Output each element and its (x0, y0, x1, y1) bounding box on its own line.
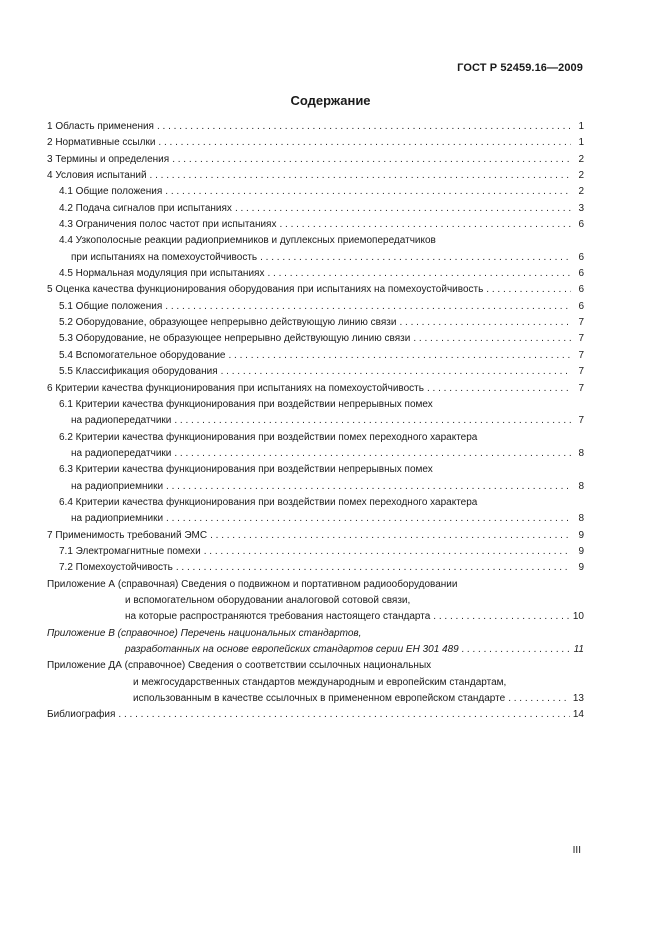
toc-entry[interactable] (47, 282, 584, 298)
toc-page-number: 1 (578, 121, 584, 132)
toc-leader-dots (508, 691, 570, 707)
toc-entry-text: 5.3 Оборудование, не образующее непрерывно действующую линию связи (59, 333, 411, 345)
toc-entry-text: 4.2 Подача сигналов при испытаниях (59, 202, 232, 214)
toc-leader-dots (158, 135, 571, 151)
toc-page-number: 10 (572, 611, 584, 623)
toc-leader-dots (157, 119, 571, 135)
toc-entry-text: 4.1 Общие положения (59, 186, 163, 198)
toc-entry-text: 5.4 Вспомогательное оборудование (59, 349, 226, 361)
toc-page-number: 14 (572, 709, 584, 721)
toc-leader-dots (176, 560, 571, 576)
toc-entry[interactable] (47, 233, 584, 266)
table-of-contents (47, 119, 584, 724)
toc-entry[interactable] (47, 168, 584, 184)
toc-page-number: 6 (578, 284, 584, 296)
toc-leader-dots (279, 217, 571, 233)
toc-leader-dots (150, 168, 571, 184)
toc-entry[interactable] (47, 658, 584, 707)
toc-page-number: 7 (578, 415, 584, 427)
toc-entry-text: 5.2 Оборудование, образующее непрерывно действующую линию связи (59, 317, 397, 329)
toc-entry-text: Приложение А (справочная) Сведения о подвижном и портативном радиооборудовании (47, 578, 458, 590)
toc-entry-text: 4.5 Нормальная модуляция при испытаниях (59, 268, 265, 280)
toc-page-number: 8 (578, 480, 584, 492)
toc-entry-text: 4.4 Узкополосные реакции радиоприемников и дуплексных приемопередатчиков (59, 235, 436, 247)
toc-leader-dots (399, 315, 571, 331)
toc-entry[interactable] (47, 397, 584, 430)
toc-entry-text: 7.1 Электромагнитные помехи (59, 545, 201, 557)
toc-entry-text: на радиоприемники (71, 513, 164, 525)
toc-entry-text: 6.4 Критерии качества функционирования при воздействии помех переходного характера (59, 496, 478, 508)
toc-entry-text: 6.1 Критерии качества функционирования при воздействии непрерывных помех (59, 398, 433, 410)
toc-entry[interactable] (47, 184, 584, 200)
toc-entry-text: и межгосударственных стандартов международным и европейским стандартам, (133, 676, 507, 688)
toc-entry-text: на радиопередатчики (71, 415, 172, 427)
page-number: III (572, 845, 581, 856)
toc-entry[interactable] (47, 152, 584, 168)
toc-leader-dots (235, 201, 571, 217)
toc-page-number: 6 (578, 251, 584, 263)
toc-entry-text: 7 Применимость требований ЭМС (47, 529, 208, 541)
toc-leader-dots (427, 381, 571, 397)
toc-page-number: 9 (578, 562, 584, 574)
toc-page-number: 2 (578, 153, 584, 165)
toc-entry[interactable] (47, 119, 584, 135)
toc-page-number: 3 (578, 202, 584, 214)
toc-entry[interactable] (47, 560, 584, 576)
toc-leader-dots (267, 266, 571, 282)
toc-entry-text: 5.1 Общие положения (59, 300, 163, 312)
toc-entry[interactable] (47, 348, 584, 364)
toc-entry-text: использованным в качестве ссылочных в примененном европейском стандарте (133, 693, 506, 705)
toc-entry[interactable] (47, 462, 584, 495)
toc-page-number: 1 (578, 137, 584, 149)
document-header: ГОСТ Р 52459.16—2009 (457, 62, 583, 74)
toc-entry-text: разработанных на основе европейских стандартов серии ЕН 301 489 (125, 644, 459, 655)
toc-entry-text: 4.3 Ограничения полос частот при испытаниях (59, 219, 277, 231)
toc-page-number: 13 (572, 693, 584, 705)
toc-entry-text: 6.3 Критерии качества функционирования при воздействии непрерывных помех (59, 464, 433, 476)
toc-entry-text: на радиоприемники (71, 480, 164, 492)
toc-entry[interactable] (47, 528, 584, 544)
toc-leader-dots (433, 609, 570, 625)
toc-entry[interactable] (47, 266, 584, 282)
toc-entry[interactable] (47, 707, 584, 723)
toc-leader-dots (204, 544, 571, 560)
toc-leader-dots (166, 479, 571, 495)
toc-entry-text: 2 Нормативные ссылки (47, 137, 156, 149)
toc-entry-text: 7.2 Помехоустойчивость (59, 562, 173, 574)
toc-page-number: 6 (578, 219, 584, 231)
toc-entry-text: 6 Критерии качества функционирования при испытаниях на помехоустойчивость (47, 382, 424, 394)
toc-entry[interactable] (47, 315, 584, 331)
toc-page-number: 6 (578, 268, 584, 280)
toc-leader-dots (260, 250, 571, 266)
toc-entry[interactable] (47, 544, 584, 560)
toc-entry[interactable] (47, 364, 584, 380)
toc-entry[interactable] (47, 495, 584, 528)
toc-page-number: 9 (578, 529, 584, 541)
toc-page-number: 6 (578, 300, 584, 312)
toc-entry-text: 6.2 Критерии качества функционирования при воздействии помех переходного характера (59, 431, 478, 443)
toc-leader-dots (166, 511, 571, 527)
toc-page-number: 8 (578, 447, 584, 459)
toc-entry[interactable] (47, 430, 584, 463)
toc-page-number: 8 (578, 513, 584, 525)
toc-page-number: 7 (578, 366, 584, 378)
toc-entry-text: Приложение В (справочное) Перечень национальных стандартов, (47, 627, 362, 639)
toc-page-number: 7 (578, 382, 584, 394)
toc-leader-dots (165, 299, 571, 315)
toc-entry[interactable] (47, 135, 584, 151)
toc-leader-dots (174, 413, 571, 429)
toc-page-number: 9 (578, 545, 584, 557)
toc-entry-text: 3 Термины и определения (47, 153, 170, 165)
toc-entry-text: Библиография (47, 709, 116, 721)
toc-page-number: 7 (578, 333, 584, 345)
toc-page-number: 11 (573, 644, 584, 655)
toc-entry[interactable] (47, 217, 584, 233)
toc-leader-dots (413, 331, 571, 347)
toc-page-number: 2 (578, 170, 584, 182)
toc-leader-dots (165, 184, 571, 200)
toc-entry-text: и вспомогательном оборудовании аналоговой сотовой связи, (125, 594, 411, 606)
toc-entry-text: 4 Условия испытаний (47, 170, 147, 182)
toc-entry-text: при испытаниях на помехоустойчивость (71, 251, 258, 263)
toc-leader-dots (229, 348, 572, 364)
toc-entry[interactable] (47, 381, 584, 397)
toc-entry[interactable] (47, 626, 584, 659)
toc-entry[interactable] (47, 577, 584, 626)
toc-entry[interactable] (47, 299, 584, 315)
toc-leader-dots (462, 642, 571, 658)
toc-entry[interactable] (47, 201, 584, 217)
toc-entry-text: 5.5 Классификация оборудования (59, 366, 218, 378)
toc-entry-text: 5 Оценка качества функционирования оборудования при испытаниях на помехоустойчивость (47, 284, 484, 296)
toc-page-number: 7 (578, 349, 584, 361)
page-title: Содержание (290, 93, 371, 108)
toc-leader-dots (486, 282, 571, 298)
toc-page-number: 7 (578, 317, 584, 329)
toc-entry-text: на которые распространяются требования настоящего стандарта (125, 611, 431, 623)
toc-leader-dots (221, 364, 571, 380)
toc-entry-text: на радиопередатчики (71, 447, 172, 459)
toc-entry[interactable] (47, 331, 584, 347)
toc-entry-text: 1 Область применения (47, 121, 154, 132)
toc-leader-dots (174, 446, 571, 462)
toc-leader-dots (172, 152, 571, 168)
toc-leader-dots (210, 528, 571, 544)
toc-page-number: 2 (578, 186, 584, 198)
toc-leader-dots (118, 707, 569, 723)
toc-entry-text: Приложение ДА (справочное) Сведения о соответствии ссылочных национальных (47, 660, 432, 672)
